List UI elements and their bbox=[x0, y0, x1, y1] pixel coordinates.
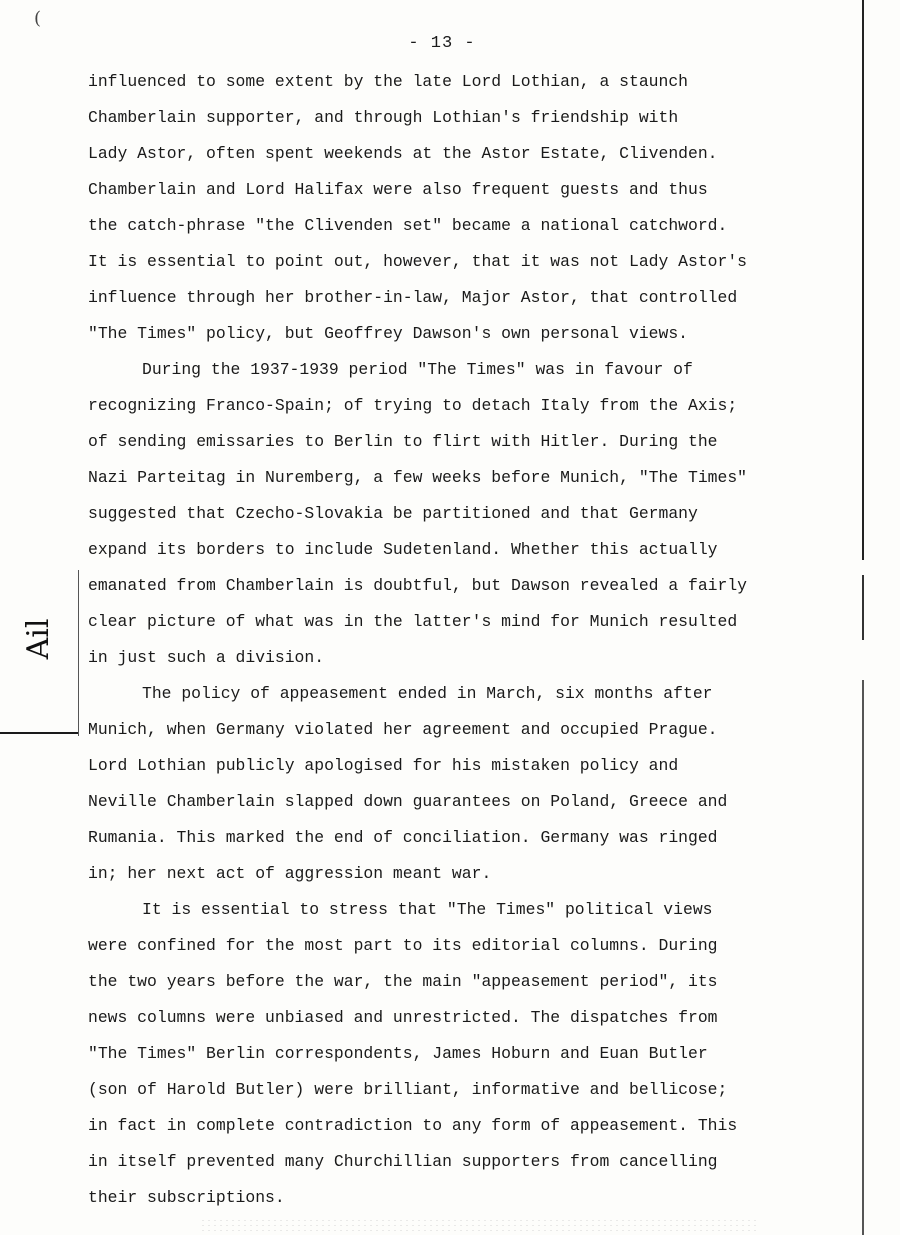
text-line: Nazi Parteitag in Nuremberg, a few weeks before Munich, "The Times" bbox=[88, 468, 748, 487]
text-line: of sending emissaries to Berlin to flirt with Hitler. During the bbox=[88, 432, 718, 451]
text-line: clear picture of what was in the latter's mind for Munich resulted bbox=[88, 612, 738, 631]
right-margin-rule bbox=[862, 0, 864, 1235]
text-line: It is essential to point out, however, that it was not Lady Astor's bbox=[88, 252, 748, 271]
text-line: Chamberlain and Lord Halifax were also frequent guests and thus bbox=[88, 180, 708, 199]
text-line: in; her next act of aggression meant war. bbox=[88, 864, 492, 883]
text-line: influence through her brother-in-law, Major Astor, that controlled bbox=[88, 288, 738, 307]
text-line: were confined for the most part to its editorial columns. During bbox=[88, 936, 718, 955]
paragraph bbox=[88, 676, 828, 892]
text-line: in fact in complete contradiction to any form of appeasement. This bbox=[88, 1116, 738, 1135]
text-line: "The Times" policy, but Geoffrey Dawson's own personal views. bbox=[88, 324, 688, 343]
margin-tick-line bbox=[0, 732, 78, 734]
text-line: Rumania. This marked the end of conciliation. Germany was ringed bbox=[88, 828, 718, 847]
text-line: news columns were unbiased and unrestricted. The dispatches from bbox=[88, 1008, 718, 1027]
margin-bar-upper bbox=[78, 570, 79, 640]
text-line: Neville Chamberlain slapped down guarantees on Poland, Greece and bbox=[88, 792, 728, 811]
text-line: Lady Astor, often spent weekends at the Astor Estate, Clivenden. bbox=[88, 144, 718, 163]
handwritten-margin-note: Ail bbox=[20, 618, 56, 660]
text-line: The policy of appeasement ended in March, six months after bbox=[142, 684, 713, 703]
text-line: the catch-phrase "the Clivenden set" became a national catchword. bbox=[88, 216, 728, 235]
text-line: in just such a division. bbox=[88, 648, 325, 667]
scan-speckle bbox=[200, 1218, 760, 1232]
paragraph bbox=[88, 64, 828, 352]
page-number: - 13 - bbox=[408, 34, 476, 53]
text-line: "The Times" Berlin correspondents, James Hoburn and Euan Butler bbox=[88, 1044, 708, 1063]
text-line: in itself prevented many Churchillian supporters from cancelling bbox=[88, 1152, 718, 1171]
text-line: (son of Harold Butler) were brilliant, informative and bellicose; bbox=[88, 1080, 728, 1099]
text-line: Munich, when Germany violated her agreement and occupied Prague. bbox=[88, 720, 718, 739]
text-line: suggested that Czecho-Slovakia be partitioned and that Germany bbox=[88, 504, 698, 523]
text-line: During the 1937-1939 period "The Times" was in favour of bbox=[142, 360, 693, 379]
text-line: influenced to some extent by the late Lord Lothian, a staunch bbox=[88, 72, 688, 91]
text-line: recognizing Franco-Spain; of trying to detach Italy from the Axis; bbox=[88, 396, 738, 415]
text-line: expand its borders to include Sudetenland. Whether this actually bbox=[88, 540, 718, 559]
body-text bbox=[88, 64, 828, 1216]
text-line: Chamberlain supporter, and through Lothian's friendship with bbox=[88, 108, 679, 127]
text-line: emanated from Chamberlain is doubtful, but Dawson revealed a fairly bbox=[88, 576, 748, 595]
text-line: Lord Lothian publicly apologised for his mistaken policy and bbox=[88, 756, 679, 775]
margin-bar-lower bbox=[78, 640, 79, 736]
corner-mark: ( bbox=[34, 8, 42, 29]
text-line: It is essential to stress that "The Times" political views bbox=[142, 900, 713, 919]
text-line: their subscriptions. bbox=[88, 1188, 285, 1207]
text-line: the two years before the war, the main "appeasement period", its bbox=[88, 972, 718, 991]
paragraph bbox=[88, 892, 828, 1216]
paragraph bbox=[88, 352, 828, 676]
